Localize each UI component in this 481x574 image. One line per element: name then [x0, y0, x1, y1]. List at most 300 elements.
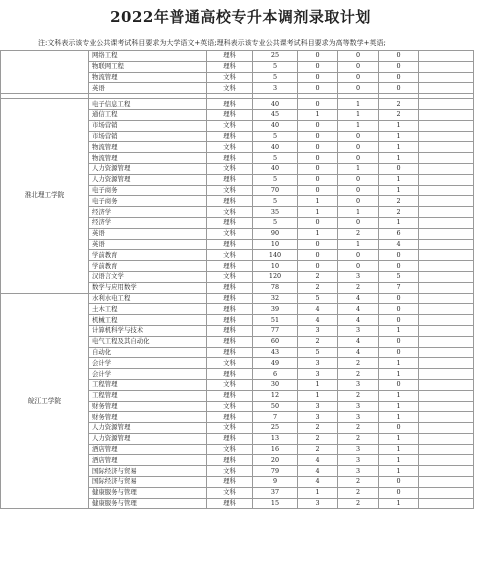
subject-cell: 理科 [207, 61, 253, 72]
value-cell-b: 4 [338, 293, 379, 304]
major-cell: 数学与应用数学 [89, 282, 207, 293]
empty-cell [419, 498, 474, 509]
major-cell: 电子商务 [89, 185, 207, 196]
subject-cell: 文科 [207, 163, 253, 174]
value-cell-a: 0 [298, 261, 338, 272]
plan-count-cell: 25 [253, 423, 298, 434]
major-cell: 国际经济与贸易 [89, 466, 207, 477]
major-cell: 水利水电工程 [89, 293, 207, 304]
major-cell: 工程管理 [89, 379, 207, 390]
empty-cell [419, 455, 474, 466]
value-cell-b: 3 [338, 379, 379, 390]
value-cell-c: 1 [379, 390, 419, 401]
value-cell-c: 1 [379, 131, 419, 142]
value-cell-b: 0 [338, 185, 379, 196]
value-cell-a: 1 [298, 379, 338, 390]
plan-count-cell: 13 [253, 433, 298, 444]
empty-cell [419, 142, 474, 153]
empty-cell [419, 61, 474, 72]
value-cell-c: 0 [379, 250, 419, 261]
value-cell-a: 0 [298, 131, 338, 142]
value-cell-c: 1 [379, 358, 419, 369]
empty-cell [419, 477, 474, 488]
value-cell-a: 4 [298, 477, 338, 488]
plan-count-cell: 50 [253, 401, 298, 412]
value-cell-b: 1 [338, 207, 379, 218]
major-cell: 人力资源管理 [89, 433, 207, 444]
plan-count-cell: 77 [253, 325, 298, 336]
major-cell: 英语 [89, 83, 207, 94]
major-cell: 酒店管理 [89, 444, 207, 455]
school-cell: 皖江工学院 [1, 293, 89, 509]
subject-cell: 文科 [207, 379, 253, 390]
value-cell-c: 2 [379, 196, 419, 207]
major-cell: 市场营销 [89, 131, 207, 142]
empty-cell [419, 217, 474, 228]
value-cell-b: 2 [338, 369, 379, 380]
value-cell-a: 2 [298, 282, 338, 293]
empty-cell [419, 261, 474, 272]
subject-cell: 文科 [207, 250, 253, 261]
major-cell: 自动化 [89, 347, 207, 358]
value-cell-c: 0 [379, 293, 419, 304]
empty-cell [419, 282, 474, 293]
note-text: 注:文科表示该专业公共课考试科目要求为大学语文+英语;理科表示该专业公共课考试科目要求为高等数学+英语; [38, 39, 386, 47]
value-cell-c: 7 [379, 282, 419, 293]
empty-cell [419, 196, 474, 207]
major-cell: 物流管理 [89, 142, 207, 153]
subject-cell: 理科 [207, 390, 253, 401]
major-cell: 网络工程 [89, 51, 207, 62]
value-cell-c: 1 [379, 217, 419, 228]
value-cell-c: 0 [379, 336, 419, 347]
value-cell-b: 2 [338, 228, 379, 239]
subject-cell: 理科 [207, 131, 253, 142]
subject-cell: 文科 [207, 466, 253, 477]
subject-cell: 文科 [207, 423, 253, 434]
value-cell-c: 0 [379, 315, 419, 326]
value-cell-b: 3 [338, 444, 379, 455]
empty-cell [419, 153, 474, 164]
major-cell: 物联网工程 [89, 61, 207, 72]
value-cell-a: 0 [298, 163, 338, 174]
plan-count-cell: 49 [253, 358, 298, 369]
major-cell: 市场营销 [89, 120, 207, 131]
value-cell-a: 4 [298, 304, 338, 315]
value-cell-b: 0 [338, 51, 379, 62]
plan-count-cell: 5 [253, 196, 298, 207]
subject-cell: 理科 [207, 304, 253, 315]
value-cell-b: 3 [338, 466, 379, 477]
plan-count-cell: 90 [253, 228, 298, 239]
value-cell-a: 4 [298, 455, 338, 466]
value-cell-c: 1 [379, 185, 419, 196]
subject-cell: 理科 [207, 109, 253, 120]
value-cell-c: 2 [379, 99, 419, 110]
value-cell-b: 4 [338, 315, 379, 326]
plan-count-cell: 78 [253, 282, 298, 293]
plan-count-cell: 32 [253, 293, 298, 304]
value-cell-c: 0 [379, 423, 419, 434]
plan-count-cell: 12 [253, 390, 298, 401]
value-cell-b: 4 [338, 336, 379, 347]
value-cell-b: 3 [338, 455, 379, 466]
plan-count-cell: 43 [253, 347, 298, 358]
value-cell-b: 1 [338, 109, 379, 120]
major-cell: 物流管理 [89, 153, 207, 164]
major-cell: 计算机科学与技术 [89, 325, 207, 336]
value-cell-b: 2 [338, 390, 379, 401]
value-cell-c: 1 [379, 120, 419, 131]
empty-cell [419, 51, 474, 62]
value-cell-c: 1 [379, 444, 419, 455]
value-cell-b: 2 [338, 423, 379, 434]
empty-cell [419, 336, 474, 347]
value-cell-a: 0 [298, 99, 338, 110]
value-cell-c: 1 [379, 153, 419, 164]
major-cell: 电子商务 [89, 196, 207, 207]
value-cell-a: 0 [298, 250, 338, 261]
major-cell: 学前教育 [89, 261, 207, 272]
value-cell-a: 0 [298, 51, 338, 62]
value-cell-b: 2 [338, 477, 379, 488]
value-cell-b: 4 [338, 304, 379, 315]
value-cell-c: 0 [379, 379, 419, 390]
value-cell-c: 1 [379, 455, 419, 466]
major-cell: 汉语言文学 [89, 271, 207, 282]
subject-cell: 理科 [207, 336, 253, 347]
subject-cell: 理科 [207, 261, 253, 272]
plan-count-cell: 5 [253, 153, 298, 164]
subject-cell: 理科 [207, 153, 253, 164]
value-cell-a: 5 [298, 347, 338, 358]
empty-cell [419, 423, 474, 434]
subject-cell: 理科 [207, 315, 253, 326]
plan-count-cell: 20 [253, 455, 298, 466]
value-cell-c: 0 [379, 304, 419, 315]
value-cell-c: 1 [379, 369, 419, 380]
subject-cell: 文科 [207, 358, 253, 369]
plan-count-cell: 5 [253, 72, 298, 83]
value-cell-c: 0 [379, 477, 419, 488]
value-cell-c: 4 [379, 239, 419, 250]
plan-count-cell: 39 [253, 304, 298, 315]
value-cell-b: 4 [338, 347, 379, 358]
value-cell-c: 0 [379, 51, 419, 62]
empty-cell [419, 304, 474, 315]
plan-count-cell: 3 [253, 83, 298, 94]
value-cell-b: 0 [338, 196, 379, 207]
empty-cell [419, 358, 474, 369]
major-cell: 电子信息工程 [89, 99, 207, 110]
empty-cell [419, 444, 474, 455]
plan-count-cell: 70 [253, 185, 298, 196]
value-cell-b: 3 [338, 271, 379, 282]
plan-count-cell: 5 [253, 131, 298, 142]
empty-cell [419, 207, 474, 218]
value-cell-b: 0 [338, 174, 379, 185]
value-cell-a: 5 [298, 293, 338, 304]
value-cell-c: 1 [379, 466, 419, 477]
subject-cell: 理科 [207, 347, 253, 358]
major-cell: 会计学 [89, 369, 207, 380]
subject-cell: 文科 [207, 487, 253, 498]
plan-count-cell: 79 [253, 466, 298, 477]
value-cell-b: 0 [338, 261, 379, 272]
value-cell-a: 0 [298, 239, 338, 250]
plan-count-cell: 7 [253, 412, 298, 423]
major-cell: 机械工程 [89, 315, 207, 326]
subject-cell: 文科 [207, 401, 253, 412]
value-cell-b: 2 [338, 498, 379, 509]
value-cell-c: 1 [379, 412, 419, 423]
major-cell: 酒店管理 [89, 455, 207, 466]
value-cell-c: 0 [379, 261, 419, 272]
plan-count-cell: 5 [253, 174, 298, 185]
major-cell: 经济学 [89, 217, 207, 228]
value-cell-c: 2 [379, 109, 419, 120]
table-row [1, 51, 474, 62]
empty-cell [419, 412, 474, 423]
empty-cell [419, 120, 474, 131]
plan-count-cell: 60 [253, 336, 298, 347]
value-cell-a: 2 [298, 433, 338, 444]
value-cell-a: 1 [298, 228, 338, 239]
subject-cell: 文科 [207, 228, 253, 239]
value-cell-a: 0 [298, 217, 338, 228]
empty-cell [419, 325, 474, 336]
empty-cell [419, 83, 474, 94]
school-cell: 淮北理工学院 [1, 99, 89, 293]
page-title: 2022年普通高校专升本调剂录取计划 [110, 8, 371, 26]
table-row [1, 99, 474, 110]
value-cell-a: 0 [298, 83, 338, 94]
value-cell-b: 1 [338, 120, 379, 131]
major-cell: 学前教育 [89, 250, 207, 261]
empty-cell [419, 390, 474, 401]
value-cell-a: 3 [298, 369, 338, 380]
value-cell-c: 0 [379, 347, 419, 358]
plan-count-cell: 5 [253, 61, 298, 72]
empty-cell [419, 185, 474, 196]
value-cell-b: 3 [338, 401, 379, 412]
empty-cell [419, 347, 474, 358]
value-cell-c: 0 [379, 83, 419, 94]
empty-cell [419, 401, 474, 412]
value-cell-a: 3 [298, 412, 338, 423]
value-cell-b: 0 [338, 72, 379, 83]
subject-cell: 理科 [207, 217, 253, 228]
subject-cell: 文科 [207, 271, 253, 282]
empty-cell [419, 466, 474, 477]
major-cell: 国际经济与贸易 [89, 477, 207, 488]
value-cell-a: 0 [298, 142, 338, 153]
subject-cell: 理科 [207, 325, 253, 336]
major-cell: 经济学 [89, 207, 207, 218]
major-cell: 财务管理 [89, 412, 207, 423]
major-cell: 健康服务与管理 [89, 498, 207, 509]
value-cell-b: 2 [338, 433, 379, 444]
empty-cell [419, 239, 474, 250]
value-cell-b: 0 [338, 142, 379, 153]
empty-cell [419, 315, 474, 326]
value-cell-b: 1 [338, 99, 379, 110]
plan-count-cell: 40 [253, 142, 298, 153]
value-cell-c: 2 [379, 207, 419, 218]
value-cell-b: 3 [338, 412, 379, 423]
major-cell: 人力资源管理 [89, 423, 207, 434]
empty-cell [419, 369, 474, 380]
subject-cell: 文科 [207, 207, 253, 218]
empty-cell [419, 433, 474, 444]
value-cell-c: 1 [379, 142, 419, 153]
plan-count-cell: 9 [253, 477, 298, 488]
value-cell-b: 2 [338, 487, 379, 498]
plan-count-cell: 10 [253, 261, 298, 272]
major-cell: 会计学 [89, 358, 207, 369]
major-cell: 人力资源管理 [89, 174, 207, 185]
plan-table [0, 50, 474, 509]
value-cell-a: 0 [298, 153, 338, 164]
value-cell-c: 1 [379, 174, 419, 185]
value-cell-a: 1 [298, 109, 338, 120]
subject-cell: 理科 [207, 282, 253, 293]
major-cell: 人力资源管理 [89, 163, 207, 174]
empty-cell [419, 228, 474, 239]
value-cell-a: 3 [298, 498, 338, 509]
empty-cell [419, 163, 474, 174]
subject-cell: 理科 [207, 174, 253, 185]
value-cell-a: 1 [298, 390, 338, 401]
subject-cell: 文科 [207, 444, 253, 455]
major-cell: 财务管理 [89, 401, 207, 412]
plan-count-cell: 51 [253, 315, 298, 326]
value-cell-a: 0 [298, 174, 338, 185]
value-cell-c: 5 [379, 271, 419, 282]
subject-cell: 理科 [207, 196, 253, 207]
plan-count-cell: 10 [253, 239, 298, 250]
subject-cell: 文科 [207, 142, 253, 153]
empty-cell [419, 109, 474, 120]
subject-cell: 理科 [207, 455, 253, 466]
subject-cell: 理科 [207, 51, 253, 62]
value-cell-c: 1 [379, 401, 419, 412]
value-cell-b: 0 [338, 153, 379, 164]
value-cell-c: 0 [379, 72, 419, 83]
value-cell-a: 0 [298, 120, 338, 131]
empty-cell [419, 99, 474, 110]
empty-cell [419, 72, 474, 83]
subject-cell: 文科 [207, 72, 253, 83]
subject-cell: 理科 [207, 498, 253, 509]
value-cell-b: 0 [338, 83, 379, 94]
major-cell: 土木工程 [89, 304, 207, 315]
subject-cell: 理科 [207, 477, 253, 488]
value-cell-c: 6 [379, 228, 419, 239]
value-cell-a: 0 [298, 61, 338, 72]
empty-cell [419, 487, 474, 498]
value-cell-a: 4 [298, 315, 338, 326]
plan-count-cell: 30 [253, 379, 298, 390]
value-cell-a: 2 [298, 423, 338, 434]
plan-count-cell: 15 [253, 498, 298, 509]
value-cell-a: 3 [298, 358, 338, 369]
value-cell-c: 0 [379, 61, 419, 72]
value-cell-c: 0 [379, 163, 419, 174]
subject-cell: 文科 [207, 83, 253, 94]
plan-count-cell: 37 [253, 487, 298, 498]
subject-cell: 文科 [207, 120, 253, 131]
plan-count-cell: 45 [253, 109, 298, 120]
value-cell-a: 3 [298, 325, 338, 336]
value-cell-c: 1 [379, 433, 419, 444]
major-cell: 物流管理 [89, 72, 207, 83]
value-cell-b: 0 [338, 250, 379, 261]
empty-cell [419, 250, 474, 261]
plan-count-cell: 40 [253, 99, 298, 110]
subject-cell: 文科 [207, 185, 253, 196]
value-cell-a: 4 [298, 466, 338, 477]
table-row [1, 293, 474, 304]
subject-cell: 理科 [207, 293, 253, 304]
value-cell-b: 0 [338, 61, 379, 72]
value-cell-a: 2 [298, 444, 338, 455]
empty-cell [419, 271, 474, 282]
value-cell-c: 0 [379, 487, 419, 498]
plan-count-cell: 6 [253, 369, 298, 380]
subject-cell: 理科 [207, 412, 253, 423]
value-cell-a: 1 [298, 207, 338, 218]
school-cell [1, 51, 89, 94]
major-cell: 英语 [89, 239, 207, 250]
value-cell-b: 3 [338, 325, 379, 336]
value-cell-b: 1 [338, 163, 379, 174]
value-cell-b: 1 [338, 239, 379, 250]
plan-count-cell: 5 [253, 217, 298, 228]
value-cell-a: 0 [298, 185, 338, 196]
major-cell: 工程管理 [89, 390, 207, 401]
value-cell-a: 3 [298, 401, 338, 412]
empty-cell [419, 131, 474, 142]
value-cell-b: 0 [338, 131, 379, 142]
plan-count-cell: 140 [253, 250, 298, 261]
subject-cell: 理科 [207, 99, 253, 110]
value-cell-a: 2 [298, 336, 338, 347]
value-cell-c: 1 [379, 325, 419, 336]
major-cell: 健康服务与管理 [89, 487, 207, 498]
value-cell-a: 1 [298, 196, 338, 207]
plan-count-cell: 40 [253, 163, 298, 174]
major-cell: 通信工程 [89, 109, 207, 120]
subject-cell: 理科 [207, 433, 253, 444]
plan-count-cell: 35 [253, 207, 298, 218]
value-cell-b: 2 [338, 282, 379, 293]
plan-table-body [1, 51, 474, 509]
value-cell-b: 0 [338, 217, 379, 228]
empty-cell [419, 379, 474, 390]
subject-cell: 理科 [207, 239, 253, 250]
plan-count-cell: 120 [253, 271, 298, 282]
empty-cell [419, 174, 474, 185]
empty-cell [419, 293, 474, 304]
major-cell: 英语 [89, 228, 207, 239]
subject-cell: 理科 [207, 369, 253, 380]
plan-count-cell: 25 [253, 51, 298, 62]
plan-count-cell: 40 [253, 120, 298, 131]
plan-count-cell: 16 [253, 444, 298, 455]
value-cell-a: 0 [298, 72, 338, 83]
value-cell-a: 1 [298, 487, 338, 498]
